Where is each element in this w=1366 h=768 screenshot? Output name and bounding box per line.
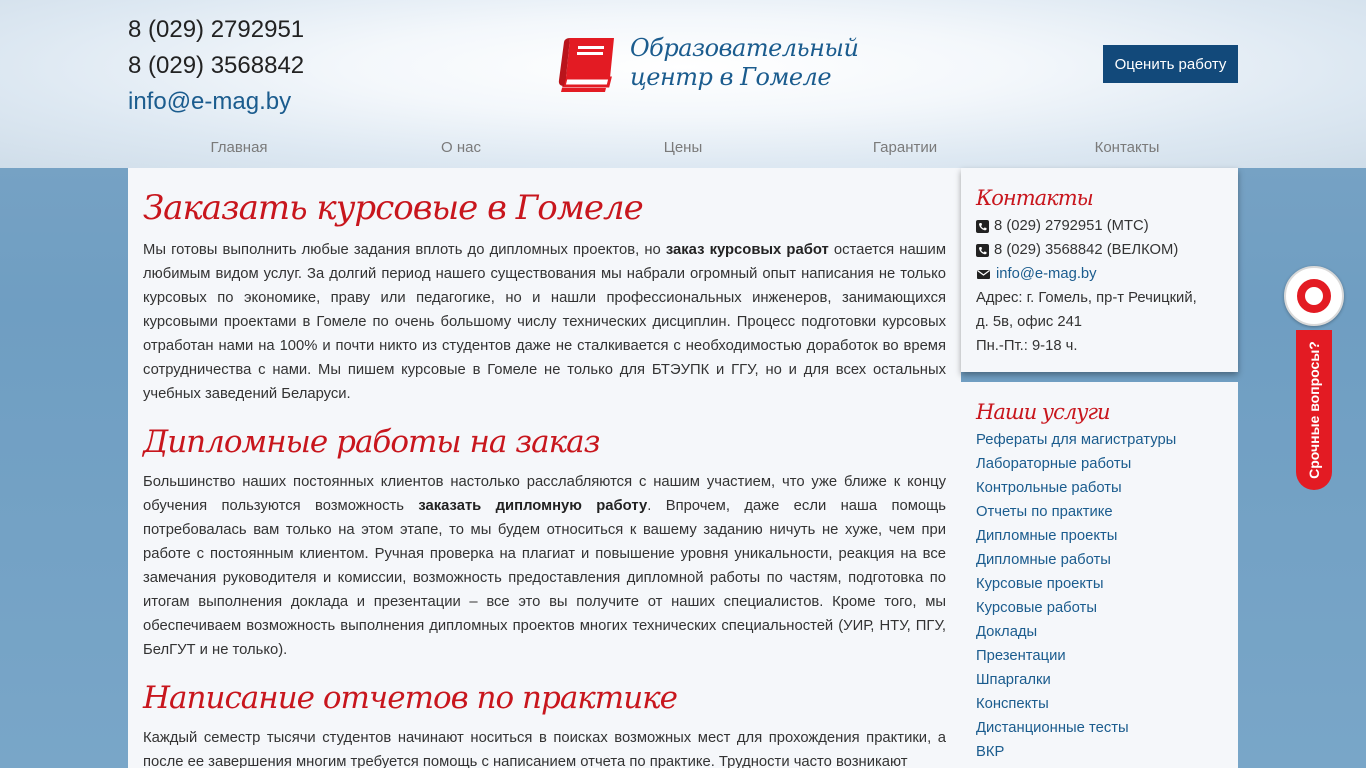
contact-phone-2-text: 8 (029) 3568842 (ВЕЛКОМ): [994, 242, 1179, 258]
nav-item-home[interactable]: Главная: [210, 139, 268, 156]
service-link[interactable]: Курсовые проекты: [976, 576, 1104, 592]
service-link[interactable]: Отчеты по практике: [976, 504, 1113, 520]
sidebar: [961, 168, 1238, 768]
urgent-questions-tab[interactable]: [1296, 330, 1332, 490]
nav-item-prices[interactable]: Цены: [663, 139, 703, 156]
service-link[interactable]: Рефераты для магистратуры: [976, 432, 1177, 448]
envelope-icon: [976, 268, 991, 281]
section-title-practice: Написание отчетов по практике: [143, 680, 678, 716]
service-link[interactable]: ВКР: [976, 744, 1005, 760]
paragraph-diploma: [143, 470, 946, 662]
nav-item-guarantees[interactable]: Гарантии: [872, 139, 938, 156]
contact-phone-2[interactable]: [976, 238, 1223, 262]
main-nav: [128, 130, 1238, 166]
contacts-widget: [961, 168, 1238, 372]
paragraph-text: Мы готовы выполнить любые задания вплоть до дипломных проектов, но: [143, 242, 666, 258]
site-logo[interactable]: [556, 34, 858, 94]
logo-text: [630, 34, 858, 92]
page-title: Заказать курсовые в Гомеле: [143, 188, 643, 228]
site-header: [0, 0, 1366, 168]
service-link[interactable]: Курсовые работы: [976, 600, 1097, 616]
service-link[interactable]: Конспекты: [976, 696, 1049, 712]
contact-phone-1-text: 8 (029) 2792951 (МТС): [994, 218, 1149, 234]
service-link[interactable]: Лабораторные работы: [976, 456, 1132, 472]
main-content: [128, 168, 961, 768]
contact-email-link[interactable]: info@e-mag.by: [996, 266, 1097, 282]
contact-address-1: Адрес: г. Гомель, пр-т Речицкий,: [976, 290, 1197, 306]
logo-line-2: центр в Гомеле: [630, 63, 832, 91]
paragraph-text: остается нашим любимым видом услуг. За долгий период нашего существования мы набрали огромный опыт написания не только курсовых по экономике, праву или педагогике, но и нашли профессиональных инженеров, занимающихся курсовыми проектами в Гомеле по очень большому числу технических дисциплин. Процесс подготовки курсовых отработан нами на 100% и почти никто из студентов даже не сталкивается с необходимостью доработок во время сотрудничества с нами. Мы пишем курсовые в Гомеле не только для БТЭУПК и ГГУ, но и для всех остальных учебных заведений Беларуси.: [143, 242, 946, 402]
nav-item-about[interactable]: О нас: [441, 139, 481, 156]
urgent-questions-label: Срочные вопросы?: [1306, 341, 1322, 479]
contact-address-2: д. 5в, офис 241: [976, 314, 1083, 330]
rate-work-button[interactable]: Оценить работу: [1103, 45, 1238, 83]
header-email-link[interactable]: info@e-mag.by: [128, 88, 292, 115]
service-link[interactable]: Доклады: [976, 624, 1038, 640]
contact-phone-1[interactable]: [976, 214, 1223, 238]
header-phone-1[interactable]: 8 (029) 2792951: [128, 16, 305, 43]
nav-item-contacts[interactable]: Контакты: [1094, 139, 1160, 156]
service-link[interactable]: Шпаргалки: [976, 672, 1051, 688]
services-widget: [961, 382, 1238, 768]
bold-text: заказать дипломную работу: [418, 498, 648, 514]
paragraph-coursework: [143, 238, 946, 406]
services-widget-title: Наши услуги: [976, 400, 1110, 424]
service-link[interactable]: Дипломные работы: [976, 552, 1111, 568]
paragraph-practice: Каждый семестр тысячи студентов начинают носиться в поисках возможных мест для прохождения практики, а после ее завершения многим требуется помощь с написанием отчета по практике. Трудности часто возникают: [143, 730, 946, 768]
book-icon: [556, 34, 618, 94]
header-phone-2[interactable]: 8 (029) 3568842: [128, 52, 305, 79]
paragraph-text: . Впрочем, даже если наша помощь потребовалась вам только на этом этапе, то мы будем относиться к вашему заданию ничуть не хуже, чем при работе с постоянным клиентом. Ручная проверка на плагиат и повышение уровня уникальности, реакция на все замечания руководителя и комиссии, возможность предоставления дипломной работы по частям, подготовка по итогам выполнения доклада и презентации – все это вы получите от наших специалистов. Кроме того, мы обеспечиваем возможность выполнения дипломных проектов многих технических специальностей (УИР, НТУ, ПГУ, БелГУТ и не только).: [143, 498, 947, 658]
service-link[interactable]: Контрольные работы: [976, 480, 1122, 496]
phone-icon: [976, 244, 989, 257]
phone-icon: [976, 220, 989, 233]
section-title-diploma: Дипломные работы на заказ: [143, 424, 600, 460]
service-link[interactable]: Презентации: [976, 648, 1066, 664]
lifebuoy-icon[interactable]: [1284, 266, 1344, 326]
header-contacts: [128, 12, 304, 120]
logo-line-1: Образовательный: [630, 34, 859, 62]
paragraph-text: Большинство наших постоянных клиентов настолько расслабляются с нашим участием, что уже ближе к концу обучения пользуются возможность: [143, 474, 946, 514]
contacts-widget-title: Контакты: [976, 186, 1093, 210]
contact-email: [976, 262, 1223, 286]
bold-text: заказ курсовых работ: [665, 242, 829, 258]
service-link[interactable]: Дипломные проекты: [976, 528, 1118, 544]
contact-hours: Пн.-Пт.: 9-18 ч.: [976, 338, 1078, 354]
service-link[interactable]: Дистанционные тесты: [976, 720, 1129, 736]
